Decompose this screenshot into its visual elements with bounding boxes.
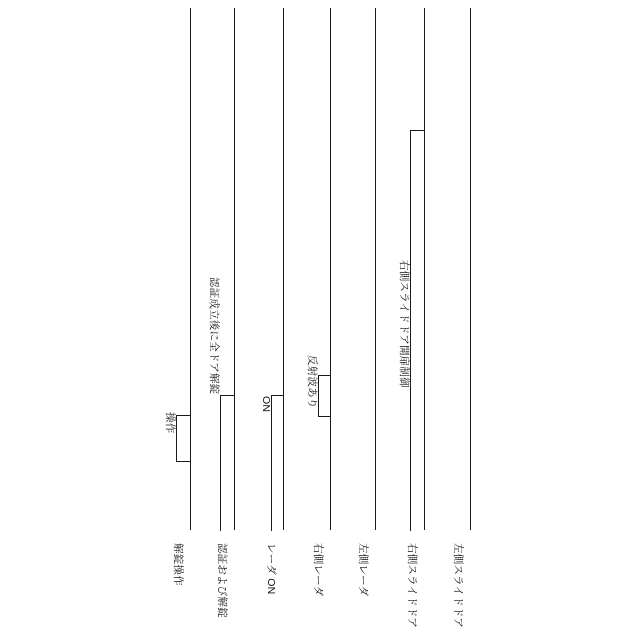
pulse-radar-on	[271, 395, 284, 531]
axis-label-left-radar: 左側レーダ	[357, 543, 369, 597]
axis-label-radar-on: レーダ ON	[265, 543, 277, 595]
annotation-radar-on: ON	[260, 396, 272, 413]
lifeline-right-radar	[330, 8, 331, 530]
axis-label-right-slide-door: 右側スライドドア	[406, 543, 418, 628]
annotation-auth-and-unlock: 認証成立後に全ドア解錠	[208, 277, 220, 395]
annotation-right-radar: 反射波あり	[306, 355, 318, 409]
axis-label-auth-and-unlock: 認証および解錠	[216, 543, 228, 618]
pulse-auth-and-unlock	[220, 395, 235, 531]
annotation-right-slide-door: 右側スライドドア開扉制御	[398, 260, 410, 388]
pulse-unlock-operation	[176, 415, 191, 462]
lifeline-left-radar	[375, 8, 376, 530]
lifeline-left-slide-door	[470, 8, 471, 530]
axis-label-right-radar: 右側レーダ	[312, 543, 324, 597]
annotation-unlock-operation: 操作	[164, 412, 176, 434]
axis-label-left-slide-door: 左側スライドドア	[452, 543, 464, 628]
pulse-right-slide-door	[410, 130, 425, 531]
axis-label-unlock-operation: 解錠操作	[172, 543, 184, 586]
